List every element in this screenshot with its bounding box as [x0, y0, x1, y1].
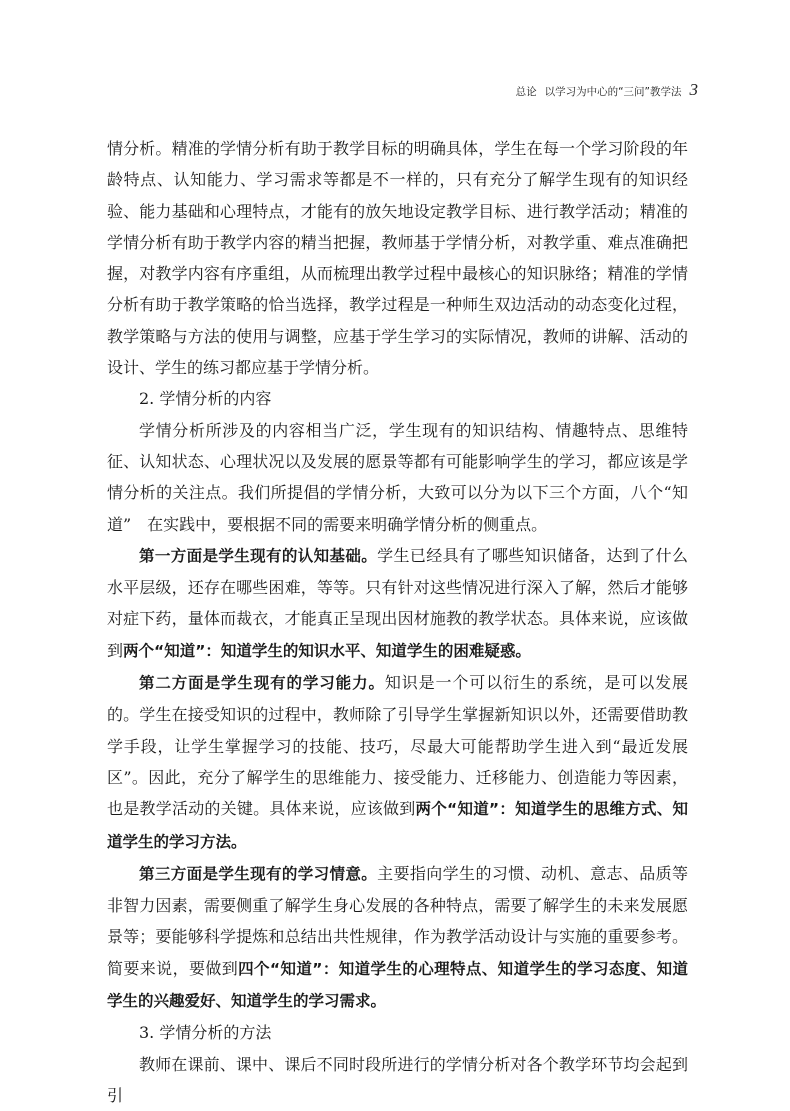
section-heading-content: 2. 学情分析的内容 — [139, 389, 272, 409]
header-section: 总论 — [515, 86, 537, 98]
lead-cognitive-basis: 第一方面是学生现有的认知基础。 — [139, 546, 378, 565]
header-title: 以学习为中心的“三问”教学法 — [544, 86, 682, 98]
bold-learning-affect: 四个“知道”：知道学生的心理特点、知道学生的学习态度、知道学生的兴趣爱好、知道学生的学习需求。 — [107, 959, 688, 1011]
paragraph-learning-affect — [107, 858, 688, 1017]
bold-learning-ability: 两个“知道”：知道学生的思维方式、知道学生的学习方法。 — [107, 800, 688, 851]
paragraph-continued: 情分析。精准的学情分析有助于教学目标的明确具体，学生在每一个学习阶段的年龄特点、认知能力、学习需求等都是不一样的，只有充分了解学生现有的知识经验、能力基础和心理特点，才能有的放矢地设定教学目标、进行教学活动；精准的学情分析有助于教学内容的精当把握，教师基于学情分析，对教学重、难点准确把握，对教学内容有序重组，从而梳理出教学过程中最核心的知识脉络；精准的学情分析有助于教学策略的恰当选择，教学过程是一种师生双边活动的动态变化过程，教学策略与方法的使用与调整，应基于学生学习的实际情况，教师的讲解、活动的设计、学生的练习都应基于学情分析。 — [107, 139, 688, 378]
running-header — [516, 80, 698, 100]
text-learning-ability: 知识是一个可以衍生的系统，是可以发展的。学生在接受知识的过程中，教师除了引导学生掌握新知识以外，还需要借助教学手段，让学生掌握学习的技能、技巧，尽最大可能帮助学生进入到“最近发展区”。因此，充分了解学生的思维能力、接受能力、迁移能力、创造能力等因素，也是教学活动的关键。具体来说，应该做到 — [107, 673, 688, 819]
paragraph-method-intro: 教师在课前、课中、课后不同时段所进行的学情分析对各个教学环节均会起到引 — [107, 1054, 688, 1105]
bold-cognitive-basis: 两个“知道”：知道学生的知识水平、知道学生的困难疑惑。 — [123, 641, 531, 660]
page-body — [107, 133, 688, 1111]
text-cognitive-basis: 学生已经具有了哪些知识储备，达到了什么水平层级，还存在哪些困难，等等。只有针对这些情况进行深入了解，然后才能够对症下药，量体而裁衣，才能真正呈现出因材施教的教学状态。具体来说，应该做到 — [107, 545, 688, 660]
paragraph-content-intro: 学情分析所涉及的内容相当广泛，学生现有的知识结构、情趣特点、思维特征、认知状态、心理状况以及发展的愿景等都有可能影响学生的学习，都应该是学情分析的关注点。我们所提倡的学情分析，大致可以分为以下三个方面，八个“知道” 在实践中，要根据不同的需要来明确学情分析的侧重点。 — [107, 420, 688, 534]
lead-learning-ability: 第二方面是学生现有的学习能力。 — [139, 674, 385, 693]
page-number: 3 — [689, 80, 698, 99]
text-learning-affect: 主要指向学生的习惯、动机、意志、品质等非智力因素，需要侧重了解学生身心发展的各种特点，需要了解学生的未来发展愿景等；要能够科学提炼和总结出共性规律，作为教学活动设计与实施的重要参考。简要来说，要做到 — [107, 863, 688, 978]
paragraph-cognitive-basis — [107, 540, 688, 667]
section-heading-method: 3. 学情分析的方法 — [139, 1023, 272, 1043]
paragraph-learning-ability — [107, 667, 688, 858]
lead-learning-affect: 第三方面是学生现有的学习情意。 — [139, 864, 378, 883]
